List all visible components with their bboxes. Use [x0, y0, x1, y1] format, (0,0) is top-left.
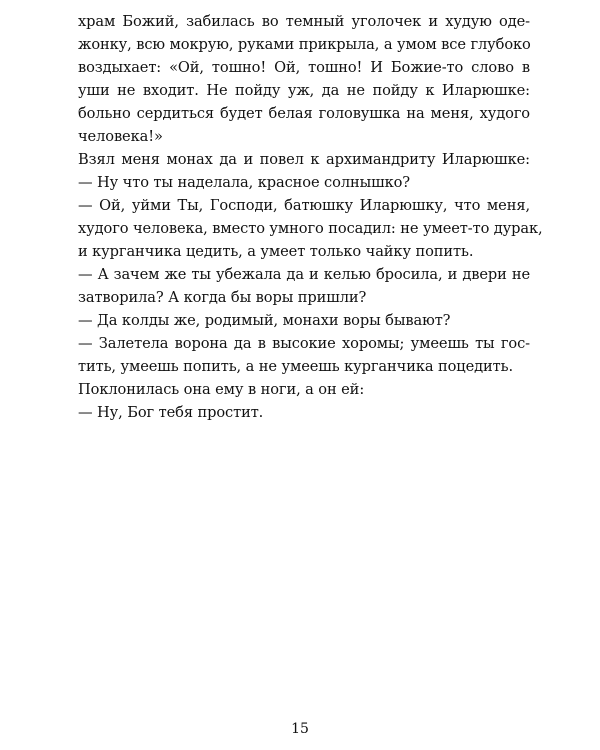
text-line: и курганчика цедить, а умеет только чайку попить.: [78, 243, 474, 260]
text-line: — Залетела ворона да в высокие хоромы; умеешь ты гос-: [78, 335, 530, 352]
text-line: уши не входит. Не пойду уж, да не пойду к Иларюшке:: [78, 82, 530, 99]
text-line: — Ой, уйми Ты, Господи, батюшку Иларюшку, что меня,: [78, 197, 530, 214]
text-line: воздыхает: «Ой, тошно! Ой, тошно! И Божие-то слово в: [78, 59, 530, 76]
text-line: Поклонилась она ему в ноги, а он ей:: [78, 381, 365, 398]
page-number: 15: [291, 721, 309, 737]
text-line: человека!»: [78, 128, 163, 145]
text-line: — Да колды же, родимый, монахи воры бывают?: [78, 312, 451, 329]
text-line: — Ну, Бог тебя простит.: [78, 404, 264, 421]
text-line: больно сердиться будет белая головушка на меня, худого: [78, 105, 530, 122]
text-line: худого человека, вместо умного посадил: не умеет-то дурак,: [78, 220, 543, 237]
text-line: затворила? А когда бы воры пришли?: [78, 289, 367, 306]
text-line: храм Божий, забилась во темный уголочек и худую оде-: [78, 13, 530, 30]
page-body-text: [78, 10, 543, 424]
text-line: Взял меня монах да и повел к архимандриту Иларюшке:: [78, 151, 530, 168]
text-line: — Ну что ты наделала, красное солнышко?: [78, 174, 411, 191]
text-line: — А зачем же ты убежала да и келью бросила, и двери не: [78, 266, 530, 283]
text-line: жонку, всю мокрую, руками прикрыла, а умом все глубоко: [78, 36, 531, 53]
text-line: тить, умеешь попить, а не умеешь курганчика поцедить.: [78, 358, 513, 375]
